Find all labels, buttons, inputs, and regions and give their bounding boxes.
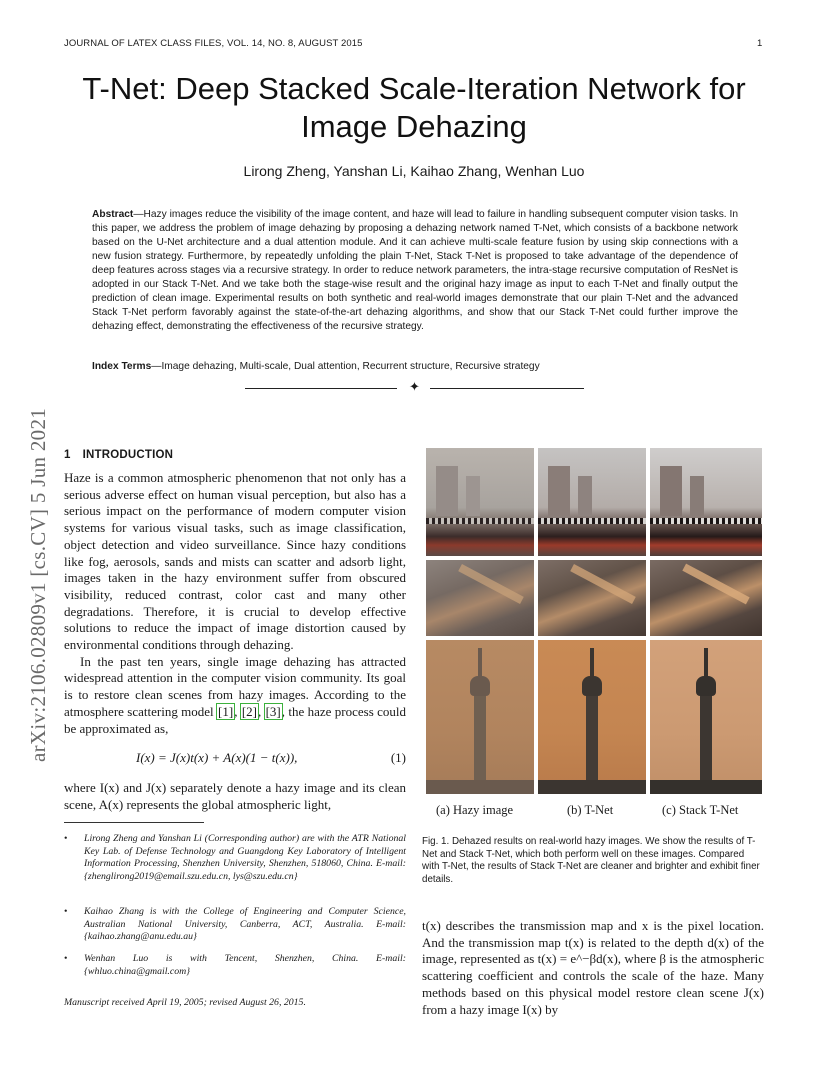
author-list: Lirong Zheng, Yanshan Li, Kaihao Zhang, Wenhan Luo bbox=[243, 163, 585, 179]
footnote-text: Lirong Zheng and Yanshan Li (Corresponding author) are with the ATR National Key Lab. of Defense Technology and Guangdong Key Laboratory of Intelligent Information Processing, Shenzhen University, Shenzhen, 518060, China. E-mail: {zhenglirong2019@email.szu.edu.cn, lys@szu.edu.cn} bbox=[84, 833, 406, 882]
index-terms bbox=[92, 361, 738, 372]
photo-tower-hazy bbox=[426, 640, 534, 794]
equation-body: I(x) = J(x)t(x) + A(x)(1 − t(x)), bbox=[136, 750, 298, 765]
footnote-bullet: • bbox=[64, 953, 68, 964]
citation-separator-1: , bbox=[234, 703, 241, 719]
manuscript-note: Manuscript received April 19, 2005; revised August 26, 2015. bbox=[64, 997, 306, 1008]
intro-paragraph-2-text: In the past ten years, single image dehazing has attracted widespread attention in the computer vision community. Its goal is to restore clean scenes from hazy images. According to the atmosphere scattering model bbox=[64, 653, 406, 719]
index-terms-label: Index Terms bbox=[92, 361, 152, 372]
intro-column-left bbox=[64, 470, 406, 737]
photo-bridge-tnet bbox=[538, 448, 646, 556]
divider-left bbox=[245, 388, 397, 389]
abstract bbox=[92, 208, 738, 334]
intro-paragraph-2 bbox=[64, 654, 406, 738]
intro-paragraph-3: where I(x) and J(x) separately denote a hazy image and its clean scene, A(x) represents the global atmospheric light, bbox=[64, 780, 406, 812]
running-header: JOURNAL OF LATEX CLASS FILES, VOL. 14, NO. 8, AUGUST 2015 bbox=[64, 38, 363, 49]
divider-diamond-icon: ✦ bbox=[409, 380, 420, 395]
footnote-2 bbox=[64, 906, 406, 944]
photo-city-tnet bbox=[538, 560, 646, 636]
intro-paragraph-1: Haze is a common atmospheric phenomenon that not only has a serious adverse effect on human visual perception, but also has a serious impact on the performance of modern computer vision systems for various visual tasks, such as image classification, object detection and video surveillance. Since hazy conditions like fog, aerosols, sands and mists can scatter and adsorb light, images taken in the hazy environment suffer from obscured visibility, reduced contrast, color cast and many other degradations. Therefore, it is crucial to develop effective solutions to reduce the impact of image distortion caused by environmental conditions through dehazing. bbox=[64, 470, 406, 653]
figure-label-b: (b) T-Net bbox=[567, 803, 614, 817]
citation-link-3[interactable]: [3] bbox=[265, 703, 281, 719]
right-column-paragraph: t(x) describes the transmission map and x is the pixel location. And the transmission map t(x) is related to the depth d(x) of the image, represented as t(x) = e^−βd(x), where β is the atmospheric scattering coefficient and controls the scale of the haze. Many methods based on this physical model restore clean scene J(x) from a hazy image I(x) by bbox=[422, 918, 764, 1017]
citation-link-2[interactable]: [2] bbox=[241, 703, 257, 719]
section-number: 1 bbox=[64, 449, 71, 461]
photo-city-stack-tnet bbox=[650, 560, 762, 636]
footnote-bullet: • bbox=[64, 833, 68, 844]
footnote-text: Wenhan Luo is with Tencent, Shenzhen, China. E-mail: {whluo.china@gmail.com} bbox=[84, 953, 406, 977]
footnote-1 bbox=[64, 833, 406, 883]
section-title: INTRODUCTION bbox=[82, 449, 174, 461]
footnote-3 bbox=[64, 953, 406, 978]
citation-link-1[interactable]: [1] bbox=[218, 703, 234, 719]
section-heading bbox=[64, 449, 173, 461]
page-number: 1 bbox=[757, 38, 763, 49]
abstract-label: Abstract bbox=[92, 209, 134, 220]
abstract-text: —Hazy images reduce the visibility of the image content, and haze will lead to failure in handling subsequent computer vision tasks. In this paper, we address the problem of image dehazing by proposing a dehazing network named T-Net, which consists of a backbone network based on the U-Net architecture and a dual attention module. And it can achieve multi-scale feature fusion by using skip connections with a new fusion strategy. Furthermore, by repeatedly unfolding the plain T-Net, Stack T-Net is proposed to take advantage of the dependence of deep features across stages via a recursive strategy. In order to reduce network parameters, the intra-stage recursive computation of ResNet is adopted in our Stack T-Net. And we take both the stage-wise result and the original hazy image as input to each T-Net and finally output the prediction of clean image. Experimental results on both synthetic and real-world images demonstrate that our plain T-Net and the advanced Stack T-Net perform favorably against the state-of-the-art dehazing algorithms, and show that our Stack T-Net could further improve the dehazing effect, demonstrating the effectiveness of the recursive strategy. bbox=[92, 209, 738, 332]
photo-bridge-stack-tnet bbox=[650, 448, 762, 556]
photo-tower-stack-tnet bbox=[650, 640, 762, 794]
figure-label-c: (c) Stack T-Net bbox=[662, 803, 739, 817]
figure-label-a: (a) Hazy image bbox=[436, 803, 514, 817]
photo-tower-tnet bbox=[538, 640, 646, 794]
footnote-rule bbox=[64, 822, 204, 823]
photo-city-hazy bbox=[426, 560, 534, 636]
figure-1 bbox=[426, 448, 762, 794]
footnote-bullet: • bbox=[64, 906, 68, 917]
figure-caption: Fig. 1. Dehazed results on real-world hazy images. We show the results of T-Net and Stack T-Net, which both perform well on these images. Compared with T-Net, the results of Stack T-Net are cleaner and brighter and exhibit finer details. bbox=[422, 836, 760, 885]
arxiv-identifier[interactable]: arXiv:2106.02809v1 [cs.CV] 5 Jun 2021 bbox=[26, 407, 50, 762]
photo-bridge-hazy bbox=[426, 448, 534, 556]
equation-number: (1) bbox=[390, 750, 406, 765]
footnote-text: Kaihao Zhang is with the College of Engineering and Computer Science, Australian National University, Canberra, ACT, Australia. E-mail: {kaihao.zhang@anu.edu.au} bbox=[84, 906, 406, 943]
intro-paragraph-2-tail: , the haze process could be approximated as, bbox=[64, 703, 407, 736]
index-terms-text: —Image dehazing, Multi-scale, Dual attention, Recurrent structure, Recursive strategy bbox=[151, 361, 540, 372]
right-column-text bbox=[422, 918, 764, 1018]
divider-right bbox=[430, 388, 584, 389]
paper-title: T-Net: Deep Stacked Scale-Iteration Network for Image Dehazing bbox=[82, 71, 746, 144]
citation-separator-2: , bbox=[257, 703, 265, 719]
